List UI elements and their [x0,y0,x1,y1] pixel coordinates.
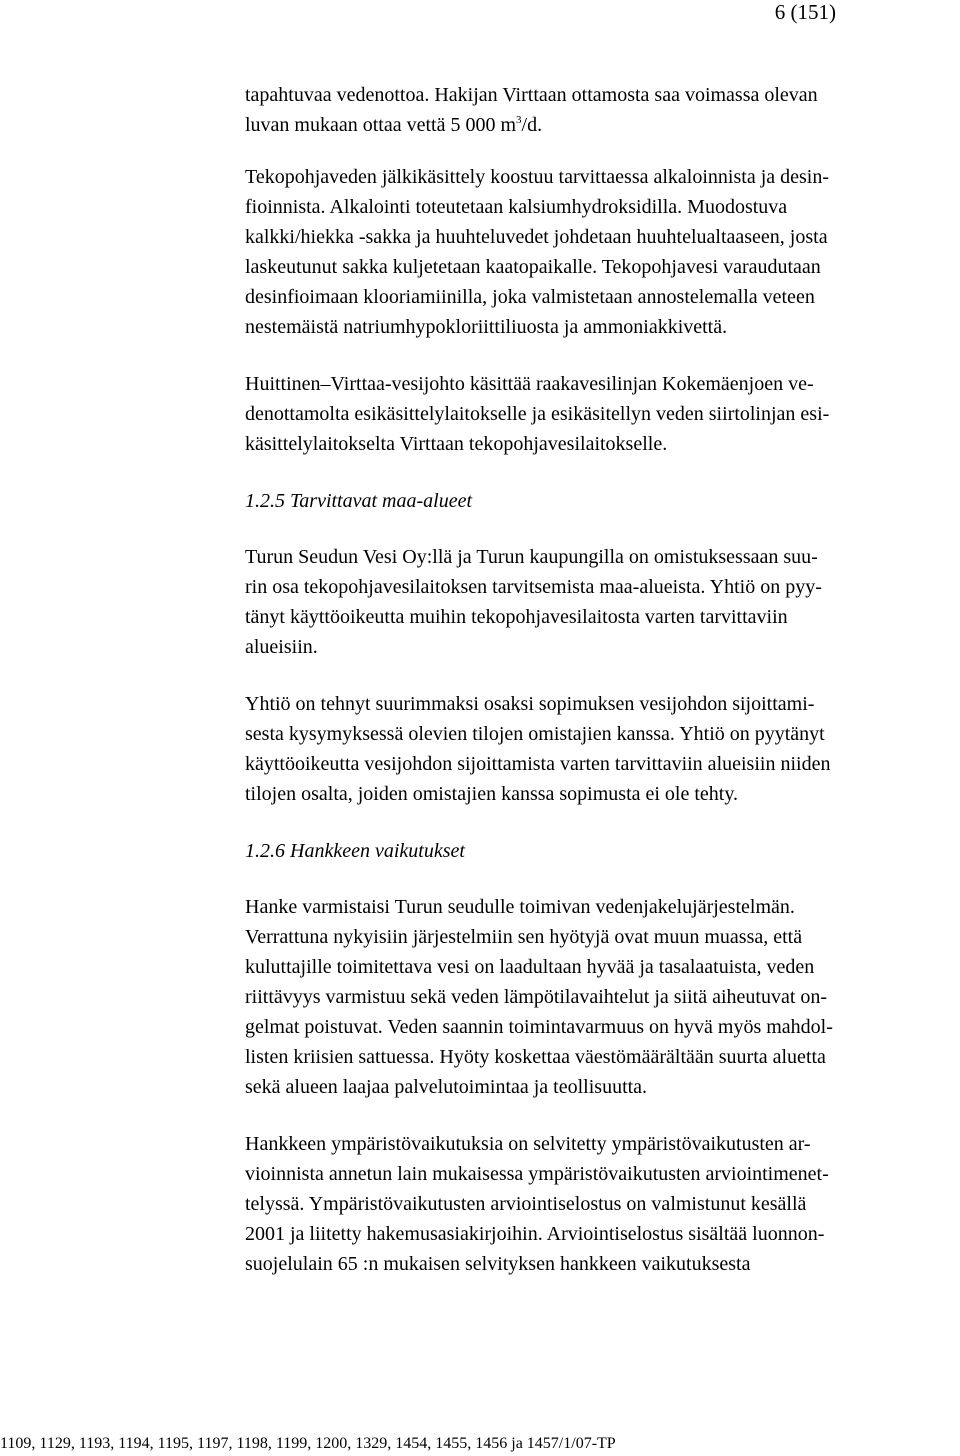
text-line: gelmat poistuvat. Veden saannin toimintavarmuus on hyvä myös mahdol- [245,1016,833,1038]
text-line: fioinnista. Alkalointi toteutetaan kalsiumhydroksidilla. Muodostuva [245,196,788,218]
text-line: tänyt käyttöoikeutta muihin tekopohjavesilaitosta varten tarvittaviin [245,606,788,628]
text-line: alueisiin. [245,636,318,658]
text-line: Turun Seudun Vesi Oy:llä ja Turun kaupungilla on omistuksessaan suu- [245,546,818,568]
text-line: Yhtiö on tehnyt suurimmaksi osaksi sopimuksen vesijohdon sijoittami- [245,693,815,715]
superscript: 3 [516,114,522,126]
footer-reference-numbers: 1109, 1129, 1193, 1194, 1195, 1197, 1198, 1199, 1200, 1329, 1454, 1455, 1456 ja 1457/1/07-TP [0,1435,616,1452]
text-line: denottamolta esikäsittelylaitokselle ja esikäsitellyn veden siirtolinjan esi- [245,403,830,425]
text-line: kalkki/hiekka -sakka ja huuhteluvedet johdetaan huuhtelualtaaseen, josta [245,226,828,248]
text-line: listen kriisien sattuessa. Hyöty koskettaa väestömäärältään suurta aluetta [245,1046,826,1068]
text-line: vioinnista annetun lain mukaisessa ympäristövaikutusten arviointimenet- [245,1163,829,1185]
text-line: rin osa tekopohjavesilaitoksen tarvitsemista maa-alueista. Yhtiö on pyy- [245,576,822,598]
text-line [245,110,960,140]
paragraph-land-ownership [245,542,960,662]
paragraph-benefits [245,892,960,1102]
text-line: sesta kysymyksessä olevien tilojen omistajien kanssa. Yhtiö on pyytänyt [245,723,825,745]
page-number: 6 (151) [774,0,836,24]
text-line: tilojen osalta, joiden omistajien kanssa sopimusta ei ole tehty. [245,783,739,805]
section-heading-land-areas: 1.2.5 Tarvittavat maa-alueet [245,490,473,512]
document-body [245,80,960,1306]
text-line: Verrattuna nykyisiin järjestelmiin sen hyötyjä ovat muun muassa, että [245,926,803,948]
text-line: sekä alueen laajaa palvelutoimintaa ja teollisuutta. [245,1076,648,1098]
text-line: 2001 ja liitetty hakemusasiakirjoihin. Arviointiselostus sisältää luonnon- [245,1223,825,1245]
text-line: nestemäistä natriumhypokloriittiliuosta ja ammoniakkivettä. [245,316,728,338]
paragraph-water-intake [245,80,960,140]
text-line: suojelulain 65 :n mukaisen selvityksen hankkeen vaikutuksesta [245,1253,751,1275]
text-segment: /d. [521,114,543,136]
text-line: Hankkeen ympäristövaikutuksia on selvitetty ympäristövaikutusten ar- [245,1133,811,1155]
text-line: Huittinen–Virttaa-vesijohto käsittää raakavesilinjan Kokemäenjoen ve- [245,373,814,395]
section-heading-impacts: 1.2.6 Hankkeen vaikutukset [245,840,465,862]
paragraph-agreements [245,689,960,809]
text-line: tapahtuvaa vedenottoa. Hakijan Virttaan ottamosta saa voimassa olevan [245,84,818,106]
text-segment: luvan mukaan ottaa vettä 5 000 m [245,114,517,136]
text-line: käsittelylaitokselta Virttaan tekopohjavesilaitokselle. [245,433,668,455]
text-line: riittävyys varmistuu sekä veden lämpötilavaihtelut ja siitä aiheutuvat on- [245,986,828,1008]
text-line: telyssä. Ympäristövaikutusten arviointiselostus on valmistunut kesällä [245,1193,807,1215]
paragraph-pipeline [245,369,960,459]
text-line: Hanke varmistaisi Turun seudulle toimivan vedenjakelujärjestelmän. [245,896,795,918]
text-line: laskeutunut sakka kuljetetaan kaatopaikalle. Tekopohjavesi varaudutaan [245,256,821,278]
text-line: käyttöoikeutta vesijohdon sijoittamista varten tarvittaviin alueisiin niiden [245,753,831,775]
paragraph-environmental-assessment [245,1129,960,1279]
text-line: desinfioimaan klooriamiinilla, joka valmistetaan annostelemalla veteen [245,286,815,308]
text-line: Tekopohjaveden jälkikäsittely koostuu tarvittaessa alkaloinnista ja desin- [245,166,830,188]
paragraph-post-treatment [245,162,960,342]
text-line: kuluttajille toimitettava vesi on laadultaan hyvää ja tasalaatuista, veden [245,956,815,978]
